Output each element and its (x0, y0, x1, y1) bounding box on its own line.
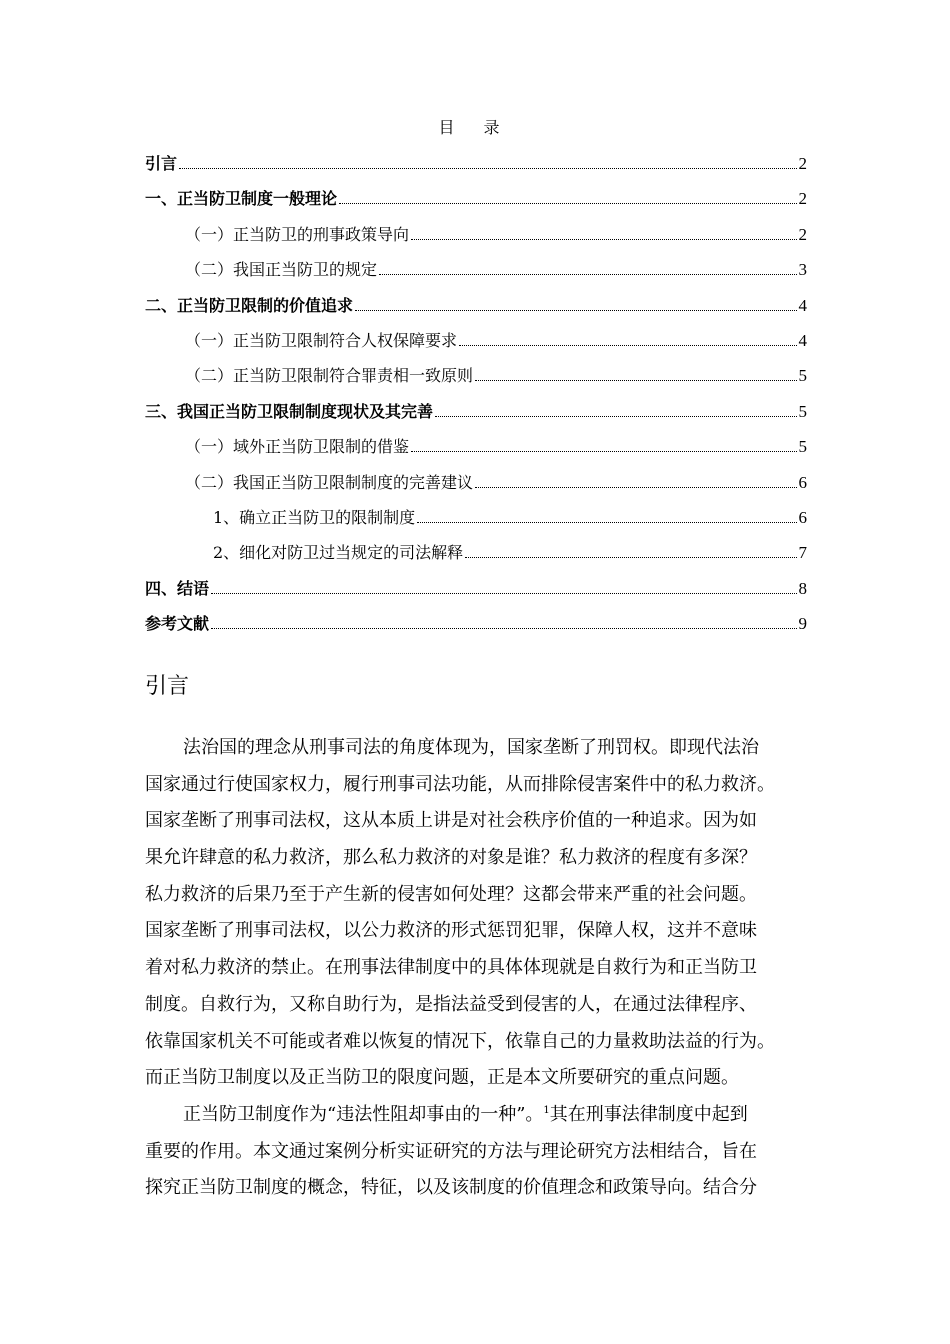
paragraph-line: 依靠国家机关不可能或者难以恢复的情况下，依靠自己的力量救助法益的行为。 (145, 1030, 775, 1052)
toc-leader-dots (379, 273, 796, 275)
toc-leader-dots (179, 167, 796, 169)
toc-leader-dots (465, 556, 796, 558)
table-of-contents (145, 150, 807, 645)
toc-entry-page: 6 (798, 472, 807, 492)
toc-entry[interactable] (145, 150, 807, 185)
toc-entry-page: 5 (798, 437, 807, 457)
toc-entry[interactable] (145, 469, 807, 504)
toc-leader-dots (355, 309, 796, 311)
toc-entry-text: 二、正当防卫限制的价值追求 (145, 295, 354, 315)
paragraph-line: 着对私力救济的禁止。在刑事法律制度中的具体体现就是自救行为和正当防卫 (145, 957, 757, 979)
paragraph-text: 其在刑事法律制度中起到 (549, 1103, 748, 1125)
paragraph-line: 私力救济的后果乃至于产生新的侵害如何处理？这都会带来严重的社会问题。 (145, 883, 757, 905)
toc-entry-text: （二）正当防卫限制符合罪责相一致原则 (185, 366, 474, 386)
toc-leader-dots (475, 486, 796, 488)
toc-entry[interactable] (145, 185, 807, 220)
toc-entry-text: 三、我国正当防卫限制制度现状及其完善 (145, 401, 434, 421)
paragraph-line: 探究正当防卫制度的概念，特征，以及该制度的价值理念和政策导向。结合分 (145, 1177, 757, 1199)
paragraph-line: 国家通过行使国家权力，履行刑事司法功能，从而排除侵害案件中的私力救济。 (145, 773, 775, 795)
toc-entry-text: 一、正当防卫制度一般理论 (145, 189, 338, 209)
toc-entry-text: （二）我国正当防卫限制制度的完善建议 (185, 472, 474, 492)
paragraph-line: 法治国的理念从刑事司法的角度体现为，国家垄断了刑罚权。即现代法治 (183, 737, 759, 758)
paragraph-line: 重要的作用。本文通过案例分析实证研究的方法与理论研究方法相结合，旨在 (145, 1140, 757, 1162)
paragraph-line: 而正当防卫制度以及正当防卫的限度问题，正是本文所要研究的重点问题。 (145, 1067, 739, 1089)
toc-leader-dots (339, 202, 796, 204)
paragraph-line: 国家垄断了刑事司法权，以公力救济的形式惩罚犯罪，保障人权，这并不意味 (145, 920, 757, 942)
toc-entry-text: 1、确立正当防卫的限制制度 (213, 507, 416, 527)
toc-entry[interactable] (145, 539, 807, 574)
toc-entry-page: 4 (798, 330, 807, 350)
toc-leader-dots (211, 627, 796, 629)
toc-entry-text: （一）域外正当防卫限制的借鉴 (185, 437, 410, 457)
paragraph-line: 果允许肆意的私力救济，那么私力救济的对象是谁？私力救济的程度有多深？ (145, 847, 757, 869)
toc-entry-page: 6 (798, 507, 807, 527)
toc-entry[interactable] (145, 292, 807, 327)
paragraph-line (145, 1100, 815, 1137)
toc-entry-page: 4 (798, 295, 807, 315)
toc-entry[interactable] (145, 398, 807, 433)
toc-entry-page: 2 (798, 224, 807, 244)
toc-entry-text: 四、结语 (145, 578, 210, 598)
toc-entry-text: （二）我国正当防卫的规定 (185, 260, 378, 280)
toc-entry[interactable] (145, 362, 807, 397)
toc-leader-dots (475, 379, 796, 381)
toc-entry-text: 2、细化对防卫过当规定的司法解释 (213, 543, 464, 563)
toc-entry-page: 2 (798, 189, 807, 209)
paragraph-line: 国家垄断了刑事司法权，这从本质上讲是对社会秩序价值的一种追求。因为如 (145, 810, 757, 832)
toc-entry-page: 3 (798, 260, 807, 280)
toc-leader-dots (417, 521, 796, 523)
toc-leader-dots (411, 238, 796, 240)
toc-entry-text: （一）正当防卫限制符合人权保障要求 (185, 330, 458, 350)
toc-entry[interactable] (145, 256, 807, 291)
toc-entry[interactable] (145, 327, 807, 362)
toc-entry-text: （一）正当防卫的刑事政策导向 (185, 224, 410, 244)
toc-entry-page: 7 (798, 543, 807, 563)
toc-entry[interactable] (145, 433, 807, 468)
body-text (145, 733, 815, 1210)
toc-leader-dots (211, 592, 796, 594)
toc-entry-page: 5 (798, 401, 807, 421)
toc-entry-page: 9 (798, 614, 807, 634)
section-heading: 引言 (145, 674, 190, 699)
toc-leader-dots (435, 415, 796, 417)
toc-entry[interactable] (145, 504, 807, 539)
toc-leader-dots (411, 450, 796, 452)
toc-entry[interactable] (145, 221, 807, 256)
toc-entry[interactable] (145, 575, 807, 610)
toc-entry-page: 8 (798, 578, 807, 598)
paragraph-text: 正当防卫制度作为“违法性阻却事由的一种”。 (183, 1103, 544, 1125)
toc-entry-page: 2 (798, 154, 807, 173)
footnote-reference[interactable]: 1 (543, 1104, 550, 1116)
toc-entry-text: 引言 (145, 154, 178, 173)
toc-title: 目 录 (438, 118, 512, 137)
toc-entry-text: 参考文献 (145, 614, 210, 634)
toc-leader-dots (459, 344, 796, 346)
toc-entry-page: 5 (798, 366, 807, 386)
paragraph-line: 制度。自救行为，又称自助行为，是指法益受到侵害的人，在通过法律程序、 (145, 993, 757, 1015)
toc-entry[interactable] (145, 610, 807, 645)
